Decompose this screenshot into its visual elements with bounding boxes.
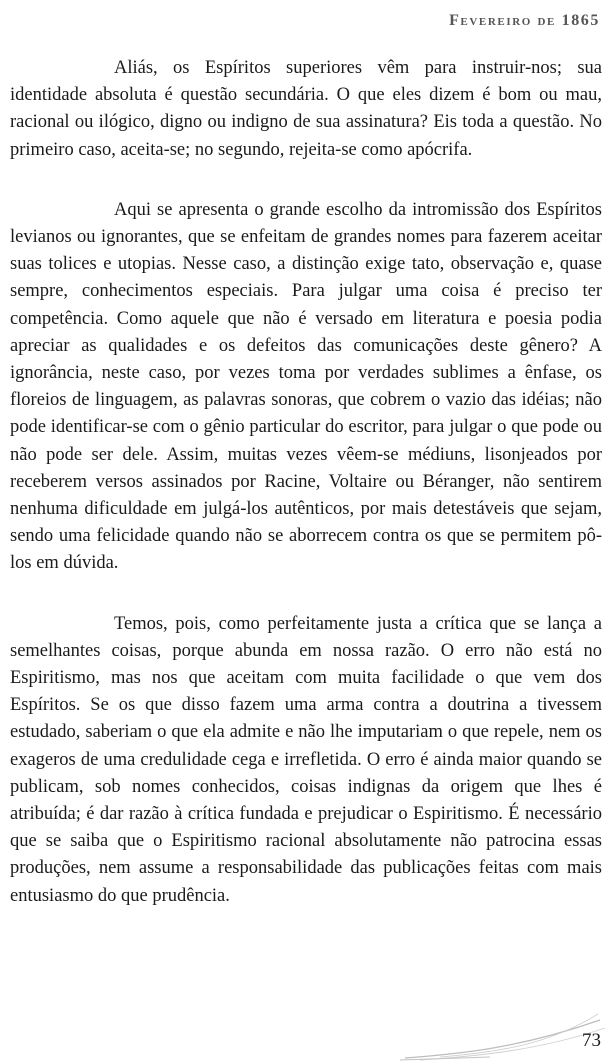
paragraph-1: Aliás, os Espíritos superiores vêm para instruir-nos; sua identidade absoluta é questão secundária. O que eles dizem é bom ou mau, racional ou ilógico, digno ou indigno de sua assinatura? Eis toda a questão. No primeiro caso, aceita-se; no segundo, rejeita-se como apócrifa. [10,58,602,160]
running-header: Fevereiro de 1865 [449,12,600,29]
paragraph-2: Aqui se apresenta o grande escolho da intromissão dos Espíritos levianos ou ignorantes, que se enfeitam de grandes nomes para fazerem aceitar suas tolices e utopias. Nesse caso, a distinção exige tato, observação e, quase sempre, conhecimentos especiais. Para julgar uma coisa é preciso ter competência. Como aquele que não é versado em literatura e poesia podia apreciar as qualidades e os defeitos das comunicações deste gênero? A ignorância, neste caso, por vezes toma por verdades sublimes a ênfase, os floreios de linguagem, as palavras sonoras, que cobrem o vazio das idéias; não pode identificar-se com o gênio particular do escritor, para julgar o que pode ou não pode ser dele. Assim, muitas vezes vêem-se médiuns, lisonjeados por receberem versos assinados por Racine, Voltaire ou Béranger, não sentirem nenhuma dificuldade em julgá-los autênticos, por mais detestáveis que sejam, sendo uma felicidade quando não se aborrecem contra os que se permitem pô-los em dúvida. [10,199,602,574]
page-number: 73 [582,1030,601,1051]
paragraph-3: Temos, pois, como perfeitamente justa a crítica que se lança a semelhantes coisas, porque abunda em nossa razão. O erro não está no Espiritismo, mas nos que aceitam com muita facilidade o que vem dos Espíritos. Se os que disso fazem uma arma contra a doutrina a tivessem estudado, saberiam o que ela admite e não lhe imputariam o que repele, nem os exageros de uma credulidade cega e irrefletida. O erro é ainda maior quando se publicam, sob nomes conhecidos, coisas indignas da origem que lhes é atribuída; é dar razão à crítica fundada e prejudicar o Espiritismo. É necessário que se saiba que o Espiritismo racional absolutamente não patrocina essas produções, nem assume a responsabilidade das publicações feitas com mais entusiasmo do que prudência. [10,613,602,906]
body-text [10,55,602,943]
footer-swash-ornament [400,1010,607,1063]
